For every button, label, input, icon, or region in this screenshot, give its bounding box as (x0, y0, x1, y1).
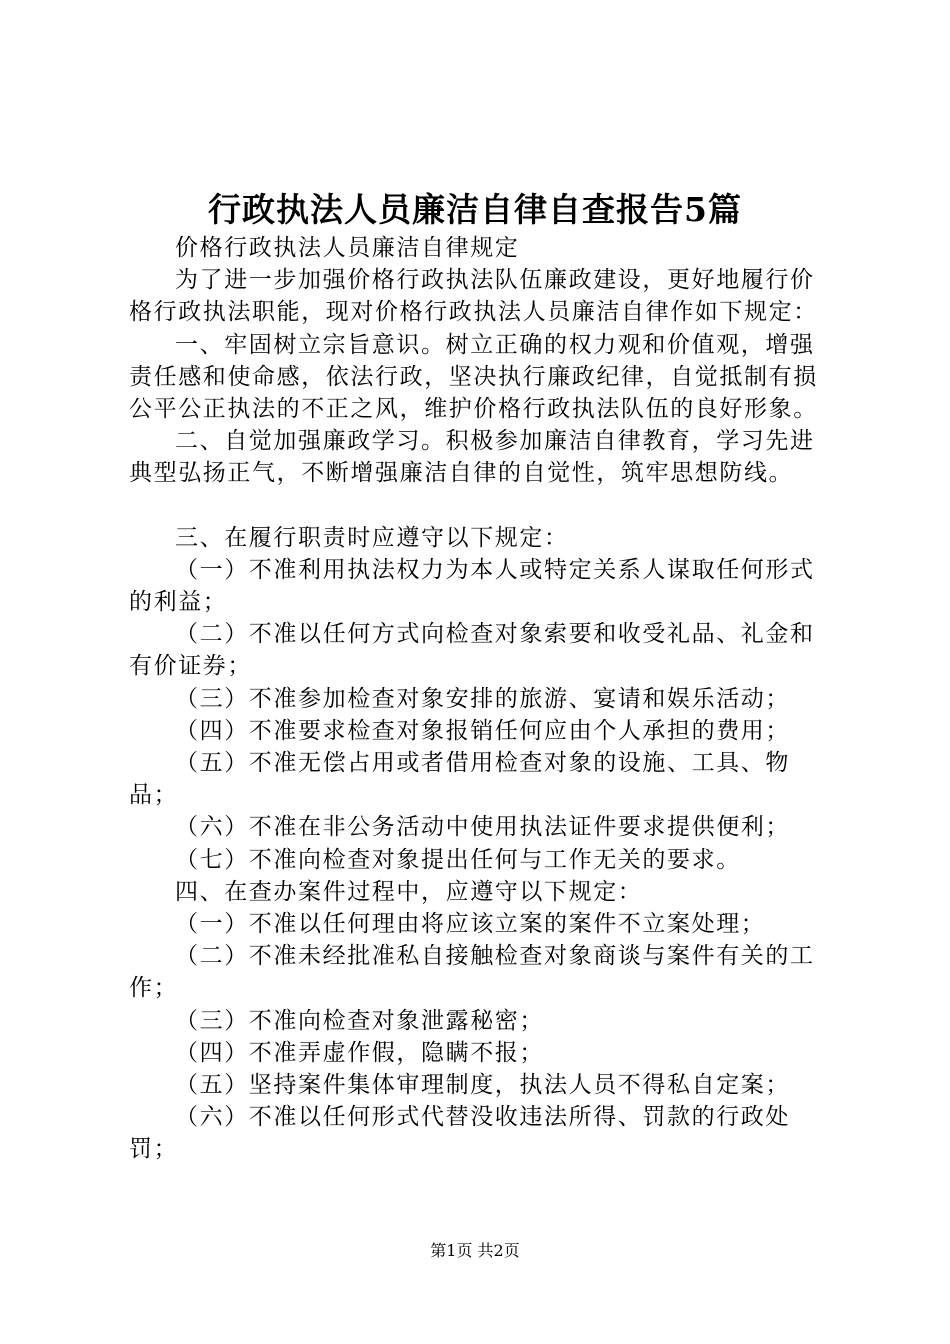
paragraph: 二、自觉加强廉政学习。积极参加廉洁自律教育，学习先进典型弘扬正气，不断增强廉洁自律的自觉性，筑牢思想防线。 (129, 428, 815, 487)
paragraph: （五）不准无偿占用或者借用检查对象的设施、工具、物品； (129, 750, 790, 809)
paragraph: （五）坚持案件集体审理制度，执法人员不得私自定案； (175, 1072, 790, 1099)
paragraph: （一）不准以任何理由将应该立案的案件不立案处理； (175, 911, 766, 938)
paragraph: 价格行政执法人员廉洁自律规定 (175, 235, 520, 261)
paragraph: （六）不准以任何形式代替没收违法所得、罚款的行政处罚； (129, 1104, 790, 1163)
paragraph: （六）不准在非公务活动中使用执法证件要求提供便利； (175, 814, 790, 841)
paragraph: （七）不准向检查对象提出任何与工作无关的要求。 (175, 846, 741, 873)
paragraph: （三）不准向检查对象泄露秘密； (175, 1007, 544, 1034)
paragraph: 三、在履行职责时应遵守以下规定： (175, 524, 569, 551)
paragraph: （四）不准要求检查对象报销任何应由个人承担的费用； (175, 717, 790, 744)
paragraph: （一）不准利用执法权力为本人或特定关系人谋取任何形式的利益； (129, 556, 815, 616)
document-body (129, 232, 835, 1166)
page-number-footer: 第1页 共2页 (430, 1241, 520, 1260)
document-title: 行政执法人员廉洁自律自查报告5篇 (208, 190, 742, 229)
paragraph: 为了进一步加强价格行政执法队伍廉政建设，更好地履行价格行政执法职能，现对价格行政执法人员廉洁自律作如下规定： (129, 267, 818, 326)
paragraph: （二）不准以任何方式向检查对象索要和收受礼品、礼金和有价证券； (129, 621, 815, 680)
paragraph: （二）不准未经批准私自接触检查对象商谈与案件有关的工作； (129, 943, 815, 1002)
paragraph: （四）不准弄虚作假，隐瞒不报； (175, 1039, 544, 1066)
paragraph: 四、在查办案件过程中，应遵守以下规定： (175, 878, 643, 905)
paragraph: （三）不准参加检查对象安排的旅游、宴请和娱乐活动； (175, 685, 790, 712)
paragraph: 一、牢固树立宗旨意识。树立正确的权力观和价值观，增强责任感和使命感，依法行政，坚决执行廉政纪律，自觉抵制有损公平公正执法的不正之风，维护价格行政执法队伍的良好形象。 (129, 331, 818, 423)
